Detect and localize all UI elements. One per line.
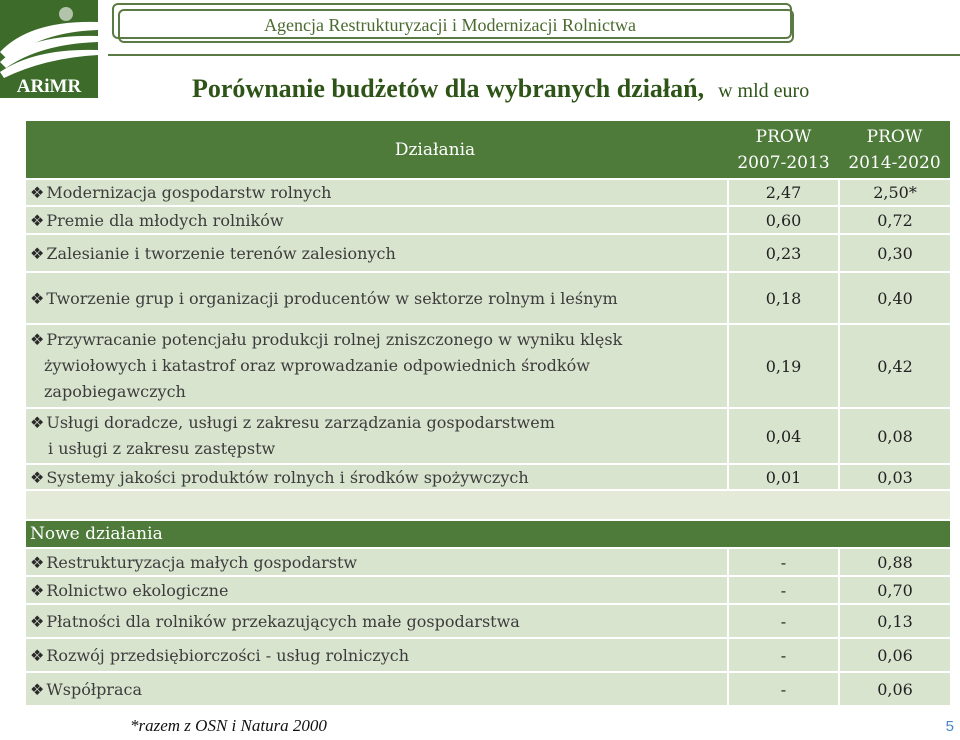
row-label-text: Rolnictwo ekologiczne: [46, 580, 229, 600]
bullet-icon: ❖: [30, 243, 45, 263]
value-2014: 0,03: [839, 464, 950, 490]
row-label: [26, 548, 728, 576]
value-2007: -: [728, 638, 839, 672]
bullet-icon: ❖: [30, 611, 45, 631]
row-label: [26, 464, 728, 490]
bullet-icon: ❖: [30, 467, 45, 487]
value-2014: 0,06: [839, 672, 950, 706]
value-2007: 0,01: [728, 464, 839, 490]
row-label: [26, 324, 728, 408]
table-row: [26, 324, 950, 408]
table-row: [26, 464, 950, 490]
value-2014: 0,06: [839, 638, 950, 672]
bullet-icon: ❖: [30, 413, 45, 432]
footnote: *razem z OSN i Natura 2000: [130, 716, 327, 735]
row-label-text: Modernizacja gospodarstw rolnych: [46, 183, 332, 202]
header-prow-2007: [728, 121, 839, 179]
row-label: [26, 234, 728, 272]
row-label: [26, 604, 728, 638]
table-row: [26, 179, 950, 206]
header-actions: Działania: [26, 121, 728, 179]
row-label-text: Premie dla młodych rolników: [46, 210, 284, 230]
section-header-row: [26, 520, 950, 548]
bullet-icon: ❖: [30, 288, 45, 308]
value-2014: 2,50*: [839, 179, 950, 206]
table-row: [26, 638, 950, 672]
header-divider: [108, 54, 960, 56]
row-label-text: Tworzenie grup i organizacji producentów w sektorze rolnym i leśnym: [46, 288, 618, 308]
header-prow-2014-l1: PROW: [866, 126, 923, 147]
budget-table: [26, 121, 950, 707]
row-label: [26, 179, 728, 206]
value-2007: -: [728, 604, 839, 638]
table-row: [26, 408, 950, 464]
value-2014: 0,70: [839, 576, 950, 604]
row-label-text: Przywracanie potencjału produkcji rolnej zniszczonego w wyniku klęsk: [46, 330, 623, 349]
value-2014: 0,88: [839, 548, 950, 576]
bullet-icon: ❖: [30, 210, 45, 230]
page-title: [192, 74, 809, 104]
section-new-actions: Nowe działania: [26, 520, 950, 548]
header-prow-2007-l1: PROW: [755, 126, 812, 147]
value-2014: 0,30: [839, 234, 950, 272]
page-number: 5: [945, 718, 954, 735]
bullet-icon: ❖: [30, 330, 45, 349]
row-label-text-l2: i usługi z zakresu zastępstw: [48, 439, 276, 458]
row-label: [26, 272, 728, 324]
value-2007: 0,18: [728, 272, 839, 324]
spacer-row: [26, 490, 950, 520]
table-row: [26, 234, 950, 272]
table-row: [26, 672, 950, 706]
row-label-text-l3: zapobiegawczych: [44, 382, 186, 401]
header-prow-2014-l2: 2014-2020: [848, 152, 941, 173]
row-label: [26, 638, 728, 672]
agency-name: Agencja Restrukturyzacji i Modernizacji Rolnictwa: [264, 15, 636, 35]
table-header-row: [26, 121, 950, 179]
bullet-icon: ❖: [30, 580, 45, 600]
row-label: [26, 206, 728, 234]
row-label-text: Restrukturyzacja małych gospodarstw: [46, 552, 358, 572]
bullet-icon: ❖: [30, 183, 45, 202]
logo-text: ARiMR: [16, 76, 82, 97]
table-row: [26, 548, 950, 576]
header-prow-2007-l2: 2007-2013: [737, 152, 830, 173]
value-2007: -: [728, 672, 839, 706]
value-2014: 0,13: [839, 604, 950, 638]
bullet-icon: ❖: [30, 645, 45, 665]
row-label-text: Rozwój przedsiębiorczości - usług rolniczych: [46, 645, 410, 665]
row-label: [26, 576, 728, 604]
value-2014: 0,40: [839, 272, 950, 324]
table-row: [26, 206, 950, 234]
title-main: Porównanie budżetów dla wybranych działań,: [192, 74, 705, 103]
bullet-icon: ❖: [30, 679, 45, 699]
row-label-text: Współpraca: [46, 679, 142, 699]
row-label-text-l2: żywiołowych i katastrof oraz wprowadzanie odpowiednich środków: [44, 356, 590, 375]
title-unit: w mld euro: [718, 80, 810, 102]
table-row: [26, 604, 950, 638]
row-label-text: Systemy jakości produktów rolnych i środków spożywczych: [46, 467, 529, 487]
value-2007: 0,60: [728, 206, 839, 234]
value-2014: 0,08: [839, 408, 950, 464]
bullet-icon: ❖: [30, 552, 45, 572]
row-label-text: Zalesianie i tworzenie terenów zalesionych: [46, 243, 396, 263]
row-label-text: Usługi doradcze, usługi z zakresu zarządzania gospodarstwem: [46, 413, 555, 432]
value-2014: 0,72: [839, 206, 950, 234]
value-2007: 2,47: [728, 179, 839, 206]
value-2007: -: [728, 576, 839, 604]
value-2007: -: [728, 548, 839, 576]
header-prow-2014: [839, 121, 950, 179]
row-label: [26, 408, 728, 464]
value-2014: 0,42: [839, 324, 950, 408]
value-2007: 0,19: [728, 324, 839, 408]
value-2007: 0,04: [728, 408, 839, 464]
table-row: [26, 576, 950, 604]
value-2007: 0,23: [728, 234, 839, 272]
table-row: [26, 272, 950, 324]
row-label-text: Płatności dla rolników przekazujących małe gospodarstwa: [46, 611, 520, 631]
arimr-logo: [0, 0, 98, 98]
row-label: [26, 672, 728, 706]
